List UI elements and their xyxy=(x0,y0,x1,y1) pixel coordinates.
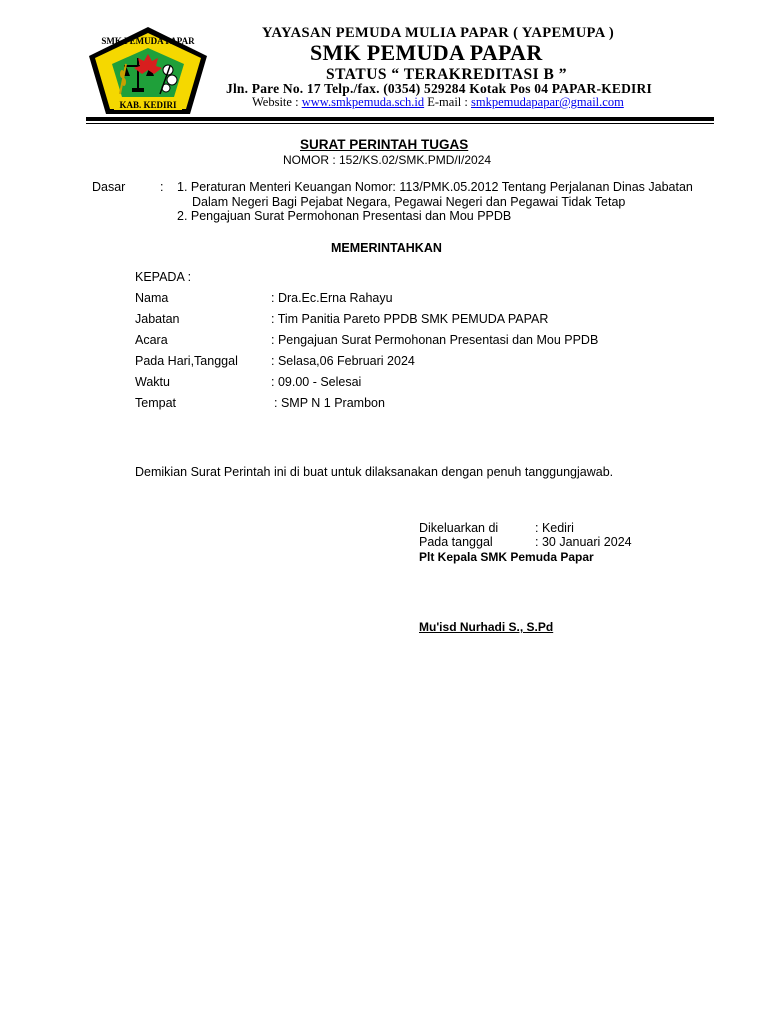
field-label-tanggal: Pada Hari,Tanggal xyxy=(135,354,238,368)
field-value-nama: : Dra.Ec.Erna Rahayu xyxy=(271,291,393,305)
field-label-waktu: Waktu xyxy=(135,375,170,389)
accreditation-status: STATUS “ TERAKREDITASI B ” xyxy=(326,66,567,83)
logo-bottom-text: KAB. KEDIRI xyxy=(119,100,177,110)
school-name: SMK PEMUDA PAPAR xyxy=(310,40,543,65)
school-address: Jln. Pare No. 17 Telp./fax. (0354) 529284 Kotak Pos 04 PAPAR-KEDIRI xyxy=(226,81,652,96)
email-label: E-mail : xyxy=(427,95,468,109)
signer-name: Mu'isd Nurhadi S., S.Pd xyxy=(419,620,554,634)
command-heading: MEMERINTAHKAN xyxy=(331,241,442,255)
header-divider-thick xyxy=(86,117,714,121)
contact-line xyxy=(252,95,624,110)
closing-statement: Demikian Surat Perintah ini di buat untuk dilaksanakan dengan penuh tanggungjawab. xyxy=(135,465,614,479)
field-label-acara: Acara xyxy=(135,333,168,347)
field-value-tempat: : SMP N 1 Prambon xyxy=(274,396,385,410)
website-label: Website : xyxy=(252,95,299,109)
email-link[interactable]: smkpemudapapar@gmail.com xyxy=(471,95,624,109)
signer-title: Plt Kepala SMK Pemuda Papar xyxy=(419,550,594,564)
field-label-jabatan: Jabatan xyxy=(135,312,180,326)
issued-at-value: : Kediri xyxy=(535,521,574,535)
school-logo xyxy=(86,24,210,116)
issued-at-label: Dikeluarkan di xyxy=(419,521,499,535)
field-value-waktu: : 09.00 - Selesai xyxy=(271,375,362,389)
foundation-name: YAYASAN PEMUDA MULIA PAPAR ( YAPEMUPA ) xyxy=(262,25,615,41)
issued-date-label: Pada tanggal xyxy=(419,535,493,549)
dasar-item-2: 2. Pengajuan Surat Permohonan Presentasi dan Mou PPDB xyxy=(177,209,512,223)
dasar-colon: : xyxy=(160,180,164,194)
website-link[interactable]: www.smkpemuda.sch.id xyxy=(301,95,425,109)
header-divider-thin xyxy=(86,123,714,124)
dasar-item-1: 1. Peraturan Menteri Keuangan Nomor: 113/PMK.05.2012 Tentang Perjalanan Dinas Jabatan xyxy=(177,180,693,194)
issued-date-value: : 30 Januari 2024 xyxy=(535,535,632,549)
field-label-tempat: Tempat xyxy=(135,396,176,410)
field-value-acara: : Pengajuan Surat Permohonan Presentasi dan Mou PPDB xyxy=(271,333,599,347)
dasar-label: Dasar xyxy=(92,180,126,194)
logo-top-text: SMK PEMUDA PAPAR xyxy=(101,36,195,46)
field-label-nama: Nama xyxy=(135,291,169,305)
field-value-tanggal: : Selasa,06 Februari 2024 xyxy=(271,354,415,368)
kepada-label: KEPADA : xyxy=(135,270,192,284)
letter-number: NOMOR : 152/KS.02/SMK.PMD/I/2024 xyxy=(283,153,492,167)
field-value-jabatan: : Tim Panitia Pareto PPDB SMK PEMUDA PAPAR xyxy=(271,312,549,326)
letter-title: SURAT PERINTAH TUGAS xyxy=(300,137,469,152)
dasar-item-1-cont: Dalam Negeri Bagi Pejabat Negara, Pegawai Negeri dan Pegawai Tidak Tetap xyxy=(192,195,626,209)
